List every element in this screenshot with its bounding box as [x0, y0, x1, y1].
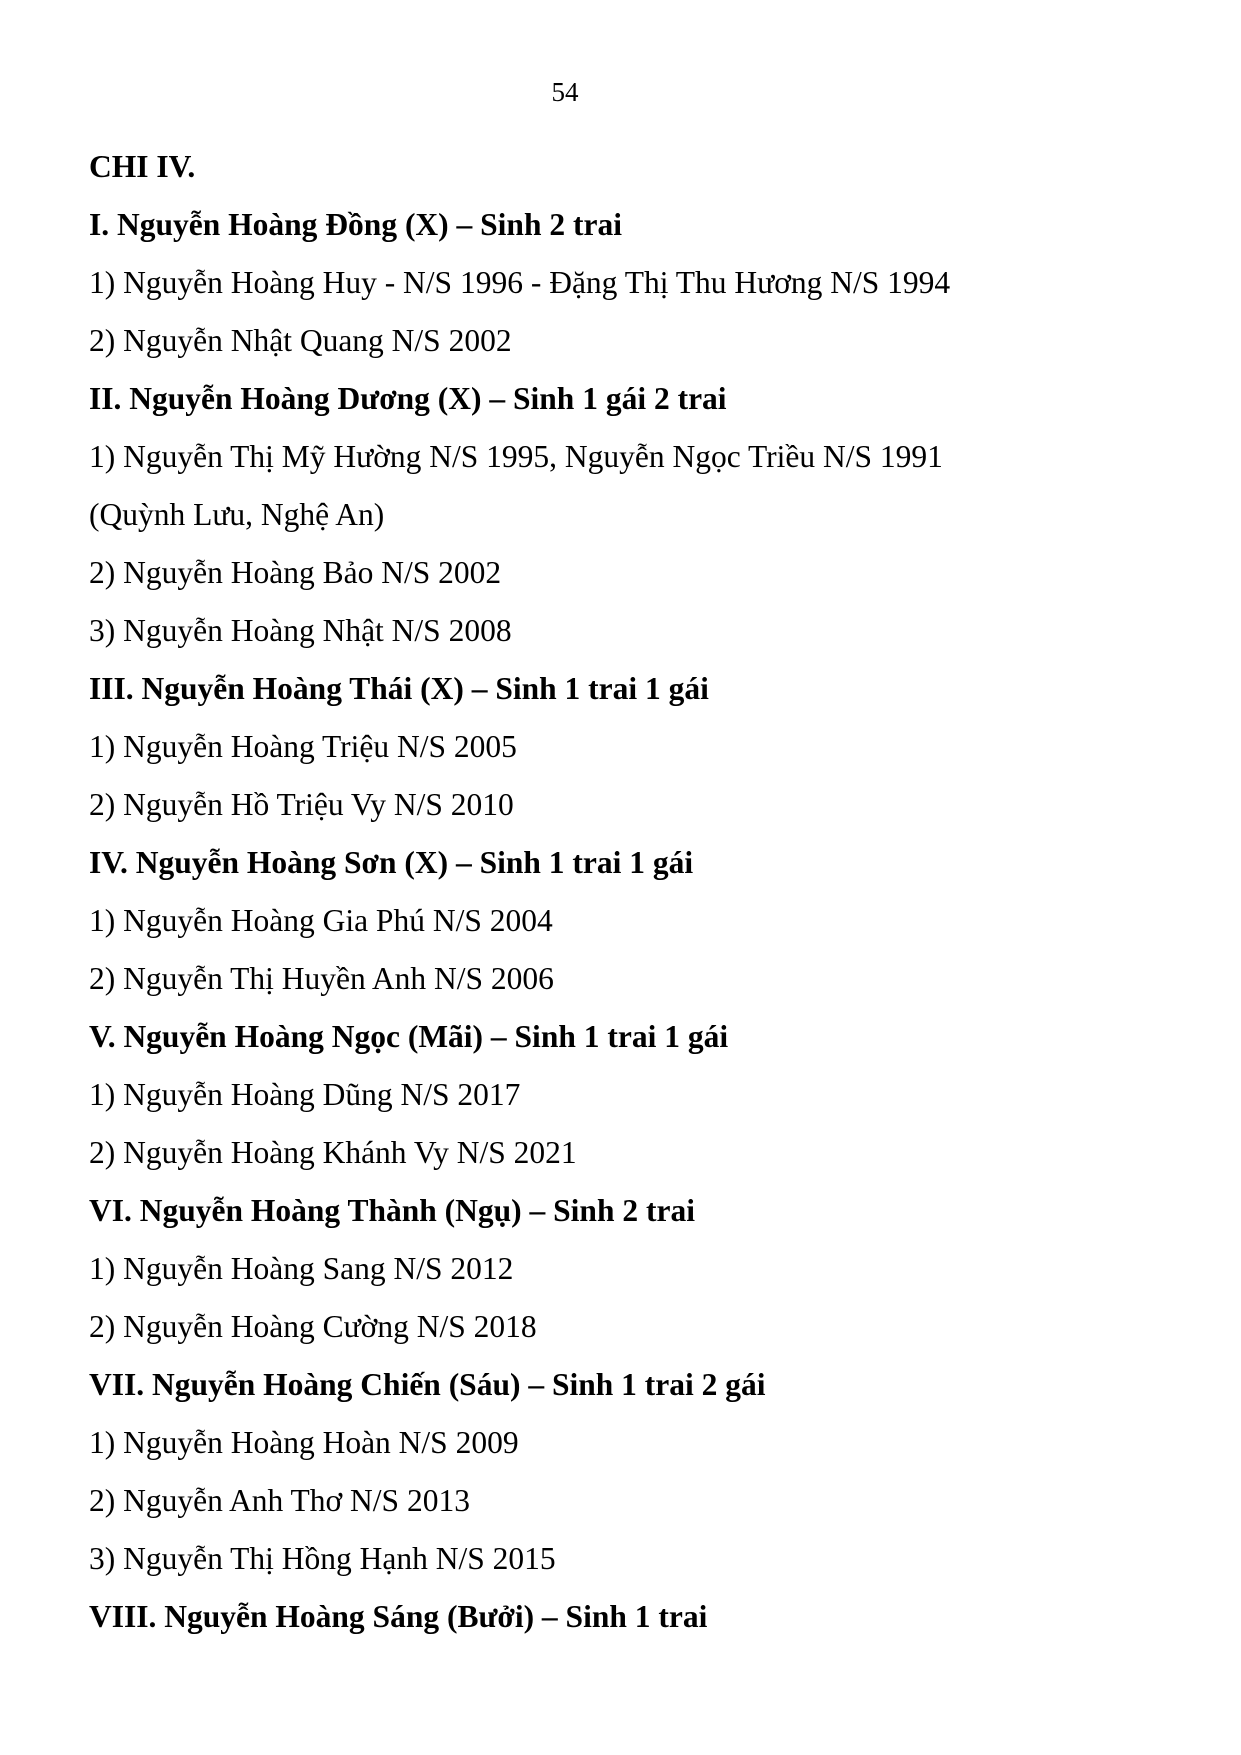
family-heading: VIII. Nguyễn Hoàng Sáng (Bưởi) – Sinh 1 trai	[89, 1599, 708, 1634]
document-body	[89, 138, 1169, 1646]
child-entry: 3) Nguyễn Hoàng Nhật N/S 2008	[89, 613, 512, 648]
family-heading: IV. Nguyễn Hoàng Sơn (X) – Sinh 1 trai 1 gái	[89, 845, 694, 880]
family-heading: V. Nguyễn Hoàng Ngọc (Mãi) – Sinh 1 trai 1 gái	[89, 1019, 729, 1054]
child-entry: 1) Nguyễn Hoàng Sang N/S 2012	[89, 1251, 514, 1286]
family-heading: III. Nguyễn Hoàng Thái (X) – Sinh 1 trai 1 gái	[89, 671, 709, 706]
family-heading: I. Nguyễn Hoàng Đồng (X) – Sinh 2 trai	[89, 207, 622, 242]
child-entry: 1) Nguyễn Hoàng Hoàn N/S 2009	[89, 1425, 519, 1460]
family-heading: VI. Nguyễn Hoàng Thành (Ngụ) – Sinh 2 trai	[89, 1193, 695, 1228]
child-entry: 1) Nguyễn Hoàng Triệu N/S 2005	[89, 729, 517, 764]
child-entry: 1) Nguyễn Hoàng Gia Phú N/S 2004	[89, 903, 553, 938]
child-entry: 2) Nguyễn Hoàng Khánh Vy N/S 2021	[89, 1135, 577, 1170]
child-entry: 2) Nguyễn Thị Huyền Anh N/S 2006	[89, 961, 554, 996]
child-entry: 2) Nguyễn Anh Thơ N/S 2013	[89, 1483, 470, 1518]
child-entry-continuation: (Quỳnh Lưu, Nghệ An)	[89, 497, 385, 532]
child-entry: 2) Nguyễn Hồ Triệu Vy N/S 2010	[89, 787, 514, 822]
child-entry: 2) Nguyễn Nhật Quang N/S 2002	[89, 323, 512, 358]
chapter-heading: CHI IV.	[89, 149, 196, 184]
family-heading: VII. Nguyễn Hoàng Chiến (Sáu) – Sinh 1 trai 2 gái	[89, 1367, 766, 1402]
child-entry: 2) Nguyễn Hoàng Bảo N/S 2002	[89, 555, 502, 590]
page-number: 54	[551, 77, 579, 107]
child-entry: 2) Nguyễn Hoàng Cường N/S 2018	[89, 1309, 537, 1344]
family-heading: II. Nguyễn Hoàng Dương (X) – Sinh 1 gái 2 trai	[89, 381, 727, 416]
child-entry: 1) Nguyễn Thị Mỹ Hường N/S 1995, Nguyễn Ngọc Triều N/S 1991	[89, 439, 943, 474]
child-entry: 1) Nguyễn Hoàng Dũng N/S 2017	[89, 1077, 521, 1112]
child-entry: 1) Nguyễn Hoàng Huy - N/S 1996 - Đặng Thị Thu Hương N/S 1994	[89, 265, 951, 300]
child-entry: 3) Nguyễn Thị Hồng Hạnh N/S 2015	[89, 1541, 556, 1576]
